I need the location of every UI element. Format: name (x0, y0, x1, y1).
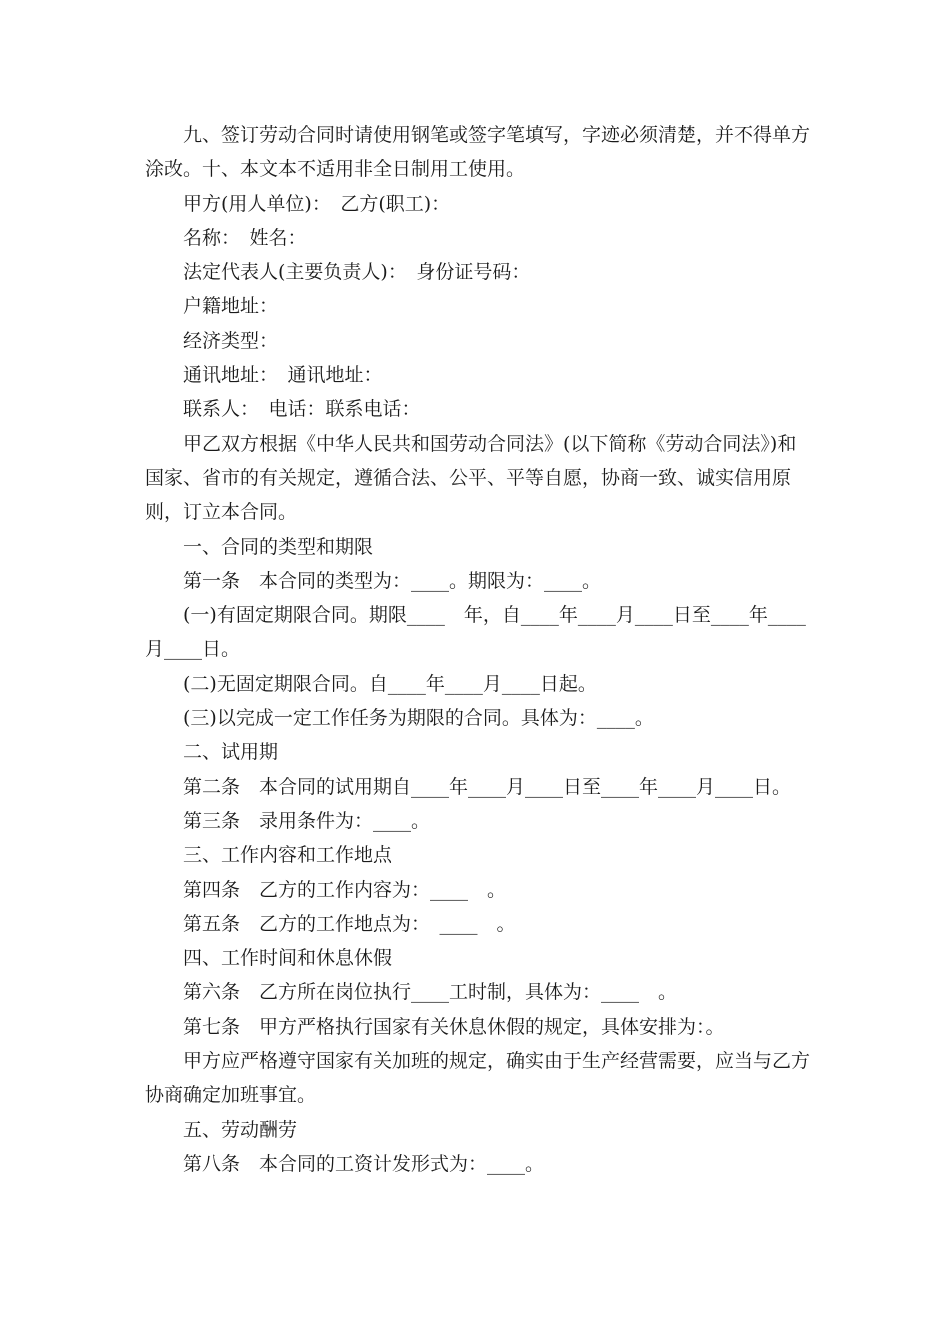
article-4: 第四条 乙方的工作内容为：____ 。 (183, 878, 507, 901)
article-1-item-1: (一)有固定期限合同。期限____ 年，自____年____月____日至____年____月____日。 (145, 604, 806, 661)
paragraph-name: 名称： 姓名： (183, 226, 307, 249)
paragraph-instruction-9-10: 九、签订劳动合同时请使用钢笔或签字笔填写，字迹必须清楚，并不得单方涂改。十、本文本不适用非全日制用工使用。 (145, 124, 811, 181)
paragraph-parties: 甲方(用人单位)： 乙方(职工)： (183, 192, 451, 215)
section-heading-5: 五、劳动酬劳 (183, 1118, 298, 1141)
article-5: 第五条 乙方的工作地点为： ____ 。 (183, 912, 516, 935)
paragraph-mailing-address: 通讯地址： 通讯地址： (183, 364, 383, 387)
article-1-item-3: (三)以完成一定工作任务为期限的合同。具体为：____。 (183, 707, 654, 730)
article-8: 第八条 本合同的工资计发形式为：____。 (183, 1152, 545, 1175)
paragraph-household-address: 户籍地址： (183, 295, 279, 318)
document-body (145, 118, 810, 1181)
paragraph-economic-type: 经济类型： (183, 329, 279, 352)
section-heading-4: 四、工作时间和休息休假 (183, 947, 393, 970)
section-heading-3: 三、工作内容和工作地点 (183, 844, 393, 867)
paragraph-preamble: 甲乙双方根据《中华人民共和国劳动合同法》(以下简称《劳动合同法》)和国家、省市的有关规定，遵循合法、公平、平等自愿，协商一致、诚实信用原则，订立本合同。 (145, 432, 797, 524)
article-7: 第七条 甲方严格执行国家有关休息休假的规定，具体安排为：。 (183, 1015, 725, 1038)
section-heading-2: 二、试用期 (183, 741, 279, 764)
section-heading-1: 一、合同的类型和期限 (183, 535, 374, 558)
article-3: 第三条 录用条件为：____。 (183, 809, 431, 832)
article-6: 第六条 乙方所在岗位执行____工时制，具体为：____ 。 (183, 981, 678, 1004)
article-1-item-2: (二)无固定期限合同。自____年____月____日起。 (183, 672, 597, 695)
paragraph-contact: 联系人： 电话：联系电话： (183, 398, 421, 421)
paragraph-legal-representative: 法定代表人(主要负责人)： 身份证号码： (183, 261, 531, 284)
paragraph-overtime: 甲方应严格遵守国家有关加班的规定，确实由于生产经营需要，应当与乙方协商确定加班事宜。 (145, 1050, 811, 1107)
article-2: 第二条 本合同的试用期自____年____月____日至____年____月____日。 (183, 775, 792, 798)
article-1: 第一条 本合同的类型为：____。期限为：____。 (183, 569, 602, 592)
